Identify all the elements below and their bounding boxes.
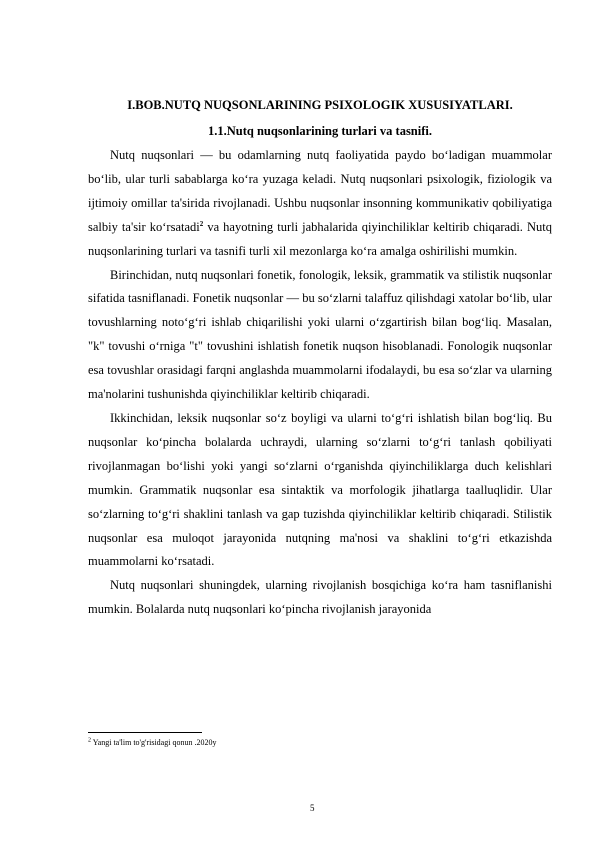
footnote <box>88 737 216 748</box>
paragraph-2: Birinchidan, nutq nuqsonlari fonetik, fonologik, leksik, grammatik va stilistik nuqsonlar sifatida tasniflanadi. Fonetik nuqsonlar — bu so‘zlarni talaffuz qilishdagi xatolar bo‘lib, ular tovushlarning noto‘g‘ri ishlab chiqarilishi yoki ularni o‘zgartirish bilan bog‘liq. Masalan, "k" tovushi o‘rniga "t" tovushini ishlatish fonetik nuqson hisoblanadi. Fonologik nuqsonlar esa tovushlar orasidagi farqni anglashda muammolarni ifodalaydi, bu esa so‘zlar va ularning ma'nolarini tushunishda qiyinchiliklar keltirib chiqaradi. <box>88 267 552 402</box>
footnote-divider <box>88 732 202 733</box>
paragraph-4: Nutq nuqsonlari shuningdek, ularning rivojlanish bosqichiga ko‘ra ham tasniflanishi mumkin. Bolalarda nutq nuqsonlari ko‘pincha rivojlanish jarayonida <box>88 578 552 617</box>
paragraph-1-text-b: va hayotning turli jabhalarida qiyinchiliklar keltirib chiqaradi. Nutq nuqsonlarining turlari va tasnifi turli xil mezonlarga ko‘ra amalga oshirilishi mumkin. <box>88 219 552 258</box>
footnote-marker: 2 <box>88 737 91 744</box>
paragraph-3: Ikkinchidan, leksik nuqsonlar so‘z boyligi va ularni to‘g‘ri ishlatish bilan bog‘liq. Bu nuqsonlar ko‘pincha bolalarda uchraydi, ularning so‘zlarni to‘g‘ri tanlash qobiliyati rivojlanmagan bo‘lishi yoki yangi so‘zlarni o‘rganishda qiyinchiliklarga duch kelishlari mumkin. Grammatik nuqsonlar esa sintaktik va morfologik jihatlarga taalluqlidir. Ular so‘zlarning to‘g‘ri shaklini tanlash va gap tuzishda qiyinchiliklar keltirib chiqaradi. Stilistik nuqsonlar esa muloqot jarayonida nutqning ma'nosi va shaklini to‘g‘ri etkazishda muammolarni ko‘rsatadi. <box>88 410 552 569</box>
page-number: 5 <box>310 803 315 813</box>
body-text <box>88 144 552 622</box>
paragraph-1 <box>88 144 552 264</box>
section-title: 1.1.Nutq nuqsonlarining turlari va tasnifi. <box>207 124 432 138</box>
footnote-text: Yangi ta'lim to'g'risidagi qonun .2020y <box>91 738 217 747</box>
chapter-title: I.BOB.NUTQ NUQSONLARINING PSIXOLOGIK XUSUSIYATLARI. <box>127 98 513 112</box>
footnote-reference[interactable]: 2 <box>199 219 204 228</box>
paragraph-1-text-a: Nutq nuqsonlari — bu odamlarning nutq faoliyatida paydo bo‘ladigan muammolar bo‘lib, ular turli sabablarga ko‘ra yuzaga keladi. Nutq nuqsonlari psixologik, fiziologik va ijtimoiy omillar ta'sirida rivojlanadi. Ushbu nuqsonlar insonning kommunikativ qobiliyatiga salbiy ta'sir ko‘rsatadi <box>88 148 552 234</box>
